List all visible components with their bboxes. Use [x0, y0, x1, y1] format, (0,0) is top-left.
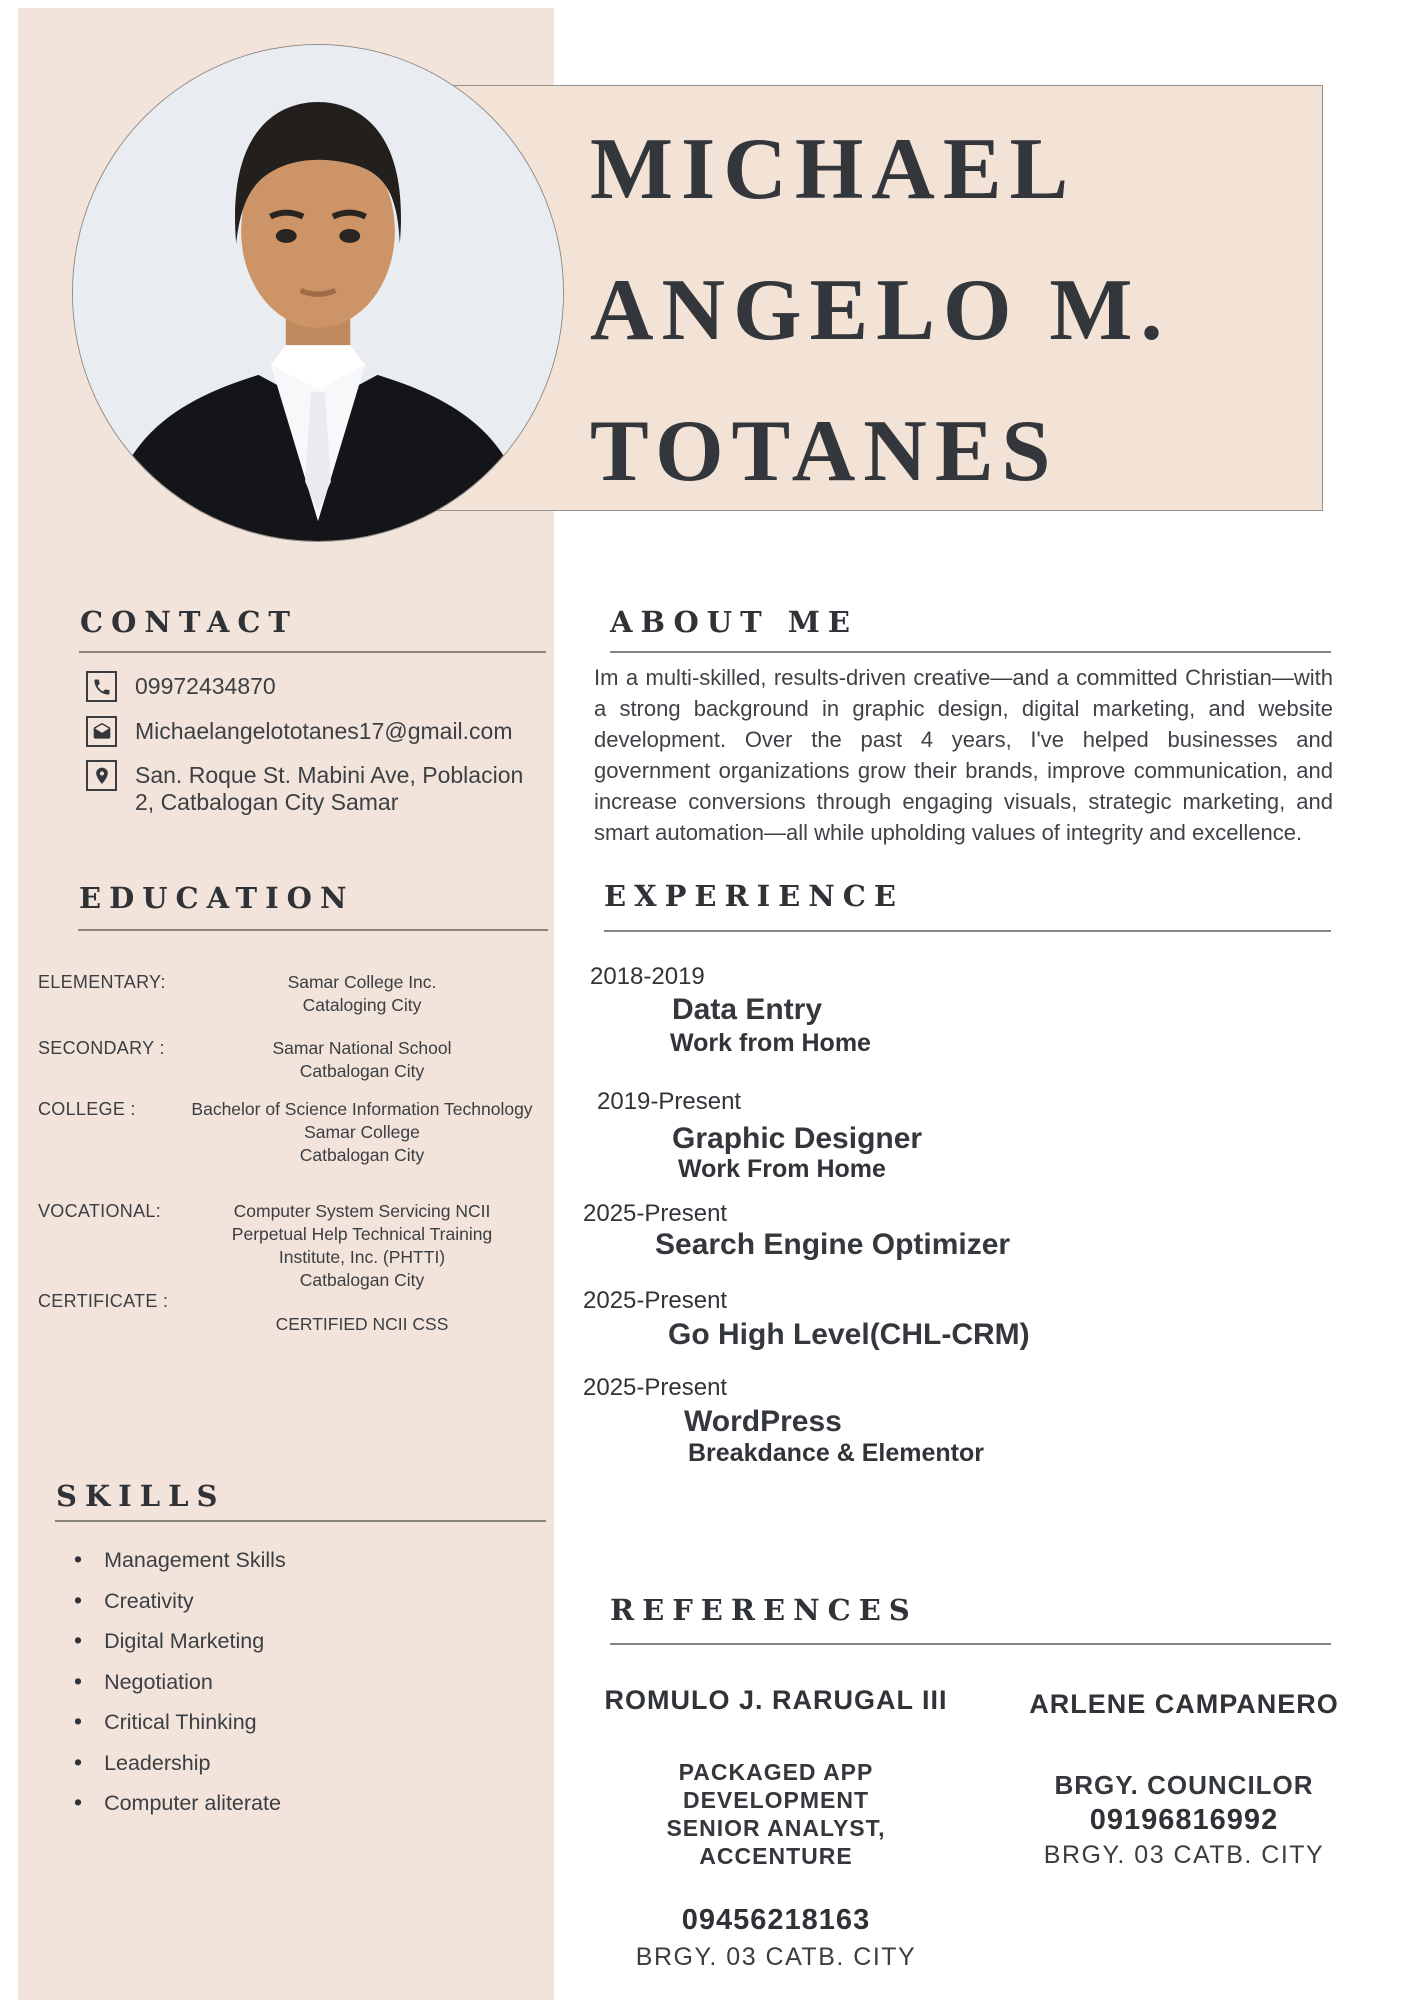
skill-item [74, 1668, 213, 1695]
experience-divider [604, 930, 1331, 932]
reference-role [986, 1770, 1382, 1800]
education-value [178, 1290, 546, 1336]
education-line: Catbalogan City [299, 1270, 425, 1290]
reference-role-line: ACCENTURE [699, 1843, 853, 1869]
education-line: Cataloging City [302, 995, 422, 1015]
education-value [178, 1098, 546, 1167]
reference-role-line: PACKAGED APP [678, 1759, 874, 1785]
education-line: CERTIFIED NCII CSS [275, 1314, 449, 1334]
location-icon [86, 760, 117, 791]
experience-section-title: EXPERIENCE [604, 879, 904, 913]
education-line: Catbalogan City [299, 1061, 425, 1081]
experience-period: 2018-2019 [590, 963, 705, 990]
education-value [178, 971, 546, 1017]
education-label: COLLEGE : [38, 1099, 136, 1119]
skill-label: Critical Thinking [104, 1710, 257, 1734]
contact-section-title: CONTACT [80, 605, 299, 639]
bullet-icon: • [74, 1587, 83, 1613]
references-divider [610, 1643, 1331, 1645]
about-divider [610, 651, 1331, 653]
experience-role: Go High Level(CHL-CRM) [668, 1318, 1030, 1351]
reference-address: BRGY. 03 CATB. CITY [1043, 1841, 1325, 1869]
education-value [178, 1037, 546, 1083]
skill-label: Leadership [104, 1751, 211, 1775]
phone-icon [86, 671, 117, 702]
education-row-vocational [38, 1200, 546, 1292]
education-label: SECONDARY : [38, 1038, 165, 1058]
skill-label: Management Skills [104, 1548, 286, 1572]
address-line-2: 2, Catbalogan City Samar [135, 789, 399, 815]
name-line-1: MICHAEL [590, 121, 1077, 218]
education-line: Samar College Inc. [287, 972, 437, 992]
education-divider [78, 929, 548, 931]
postal-address [135, 760, 523, 816]
reference-name: ARLENE CAMPANERO [1029, 1689, 1339, 1719]
education-row-college [38, 1098, 546, 1167]
contact-item-email [86, 716, 546, 747]
portrait-illustration [73, 45, 563, 541]
education-section-title: EDUCATION [79, 881, 355, 915]
education-row-secondary [38, 1037, 546, 1083]
experience-detail: Work from Home [670, 1029, 871, 1057]
contact-item-address [86, 760, 546, 816]
education-line: Perpetual Help Technical Training [231, 1224, 493, 1244]
envelope-icon [86, 716, 117, 747]
experience-detail: Work From Home [678, 1155, 886, 1183]
experience-detail: Breakdance & Elementor [688, 1439, 984, 1467]
experience-period: 2025-Present [583, 1374, 728, 1401]
skill-item [74, 1789, 281, 1816]
name-line-3: TOTANES [590, 403, 1059, 500]
education-line: Catbalogan City [299, 1145, 425, 1165]
bullet-icon: • [74, 1708, 83, 1734]
bullet-icon: • [74, 1668, 83, 1694]
experience-period: 2025-Present [583, 1200, 728, 1227]
skill-label: Digital Marketing [104, 1629, 265, 1653]
experience-period: 2019-Present [597, 1088, 742, 1115]
bullet-icon: • [74, 1627, 83, 1653]
reference-card [578, 1684, 974, 1972]
name-line-2: ANGELO M. [590, 262, 1171, 359]
education-row-elementary [38, 971, 546, 1017]
reference-role [578, 1758, 974, 1870]
reference-role-line: BRGY. COUNCILOR [1054, 1770, 1314, 1800]
education-line: Samar National School [272, 1038, 452, 1058]
experience-role: Search Engine Optimizer [655, 1228, 1011, 1261]
experience-role: Data Entry [672, 993, 823, 1026]
skills-section-title: SKILLS [56, 1479, 226, 1513]
skill-item [74, 1546, 286, 1573]
skill-label: Negotiation [104, 1670, 213, 1694]
profile-photo [72, 44, 564, 542]
reference-card [986, 1688, 1382, 1870]
experience-period: 2025-Present [583, 1287, 728, 1314]
skill-item [74, 1749, 210, 1776]
education-label: CERTIFICATE : [38, 1291, 169, 1311]
about-section-title: ABOUT ME [610, 605, 858, 639]
education-value [178, 1200, 546, 1292]
email-address: Michaelangelototanes17@gmail.com [135, 718, 513, 744]
reference-phone: 09196816992 [1089, 1804, 1279, 1836]
references-section-title: REFERENCES [610, 1593, 918, 1627]
experience-role: WordPress [684, 1405, 842, 1438]
contact-divider [79, 651, 546, 653]
reference-address: BRGY. 03 CATB. CITY [635, 1943, 917, 1971]
skill-label: Creativity [104, 1589, 194, 1613]
person-name [590, 99, 1170, 522]
phone-number: 09972434870 [135, 673, 276, 699]
bullet-icon: • [74, 1789, 83, 1815]
skills-divider [55, 1520, 546, 1522]
education-line: Computer System Servicing NCII [233, 1201, 491, 1221]
skill-label: Computer aliterate [104, 1791, 281, 1815]
skill-item [74, 1587, 194, 1614]
reference-name: ROMULO J. RARUGAL III [604, 1685, 948, 1715]
about-paragraph: Im a multi-skilled, results-driven creative—and a committed Christian—with a strong background in graphic design, digital marketing, and website development. Over the past 4 years, I've helped businesses and government organizations grow their brands, improve communication, and increase conversions through engaging visuals, strategic marketing, and smart automation—all while upholding values of integrity and excellence. [594, 665, 1333, 845]
education-label: ELEMENTARY: [38, 972, 166, 992]
reference-phone: 09456218163 [681, 1904, 871, 1936]
reference-role-line: SENIOR ANALYST, [666, 1815, 886, 1841]
experience-role: Graphic Designer [672, 1122, 923, 1155]
education-line: Bachelor of Science Information Technology [191, 1099, 533, 1119]
education-row-certificate [38, 1290, 546, 1336]
education-label: VOCATIONAL: [38, 1201, 161, 1221]
skill-item [74, 1708, 257, 1735]
bullet-icon: • [74, 1749, 83, 1775]
bullet-icon: • [74, 1546, 83, 1572]
address-line-1: San. Roque St. Mabini Ave, Poblacion [135, 762, 524, 788]
skill-item [74, 1627, 264, 1654]
education-line: Samar College [304, 1122, 420, 1142]
reference-role-line: DEVELOPMENT [682, 1787, 870, 1813]
contact-item-phone [86, 671, 546, 702]
education-line: Institute, Inc. (PHTTI) [278, 1247, 446, 1267]
